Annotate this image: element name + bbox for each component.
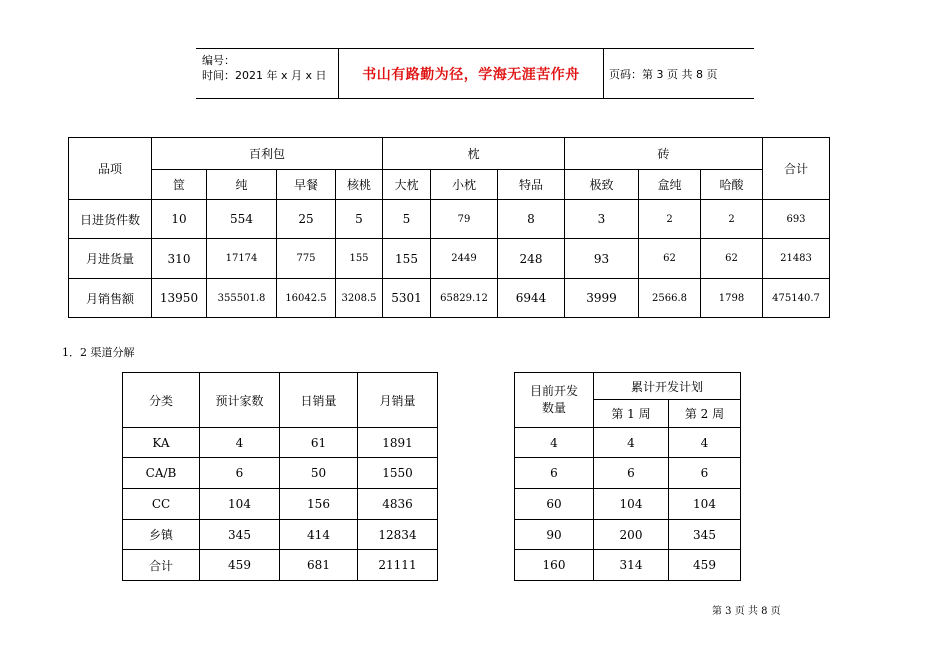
table-cell: 93 xyxy=(565,239,639,279)
table-cell: 200 xyxy=(594,520,669,550)
group-header: 枕 xyxy=(383,138,565,170)
table-cell: CC xyxy=(123,489,200,520)
table-cell: 155 xyxy=(383,239,431,279)
sub-header: 小枕 xyxy=(431,170,498,200)
header-motto: 书山有路勤为径，学海无涯苦作舟 xyxy=(338,49,604,98)
table-cell: 13950 xyxy=(152,279,207,318)
table-cell: 21111 xyxy=(358,550,438,581)
sub-header: 早餐 xyxy=(277,170,336,200)
sub-header: 筐 xyxy=(152,170,207,200)
sub-header: 核桃 xyxy=(336,170,383,200)
table-cell: 475140.7 xyxy=(763,279,830,318)
table-cell: 60 xyxy=(515,489,594,520)
table-cell: 12834 xyxy=(358,520,438,550)
page-footer: 第 3 页 共 8 页 xyxy=(712,606,781,617)
current-header: 目前开发数量 xyxy=(515,373,594,428)
table-cell: 155 xyxy=(336,239,383,279)
table-cell: 5 xyxy=(383,200,431,239)
table-cell: 314 xyxy=(594,550,669,581)
table-cell: 乡镇 xyxy=(123,520,200,550)
table-cell: 1891 xyxy=(358,428,438,458)
table-cell: 3 xyxy=(565,200,639,239)
table-cell: 10 xyxy=(152,200,207,239)
table-cell: 459 xyxy=(669,550,741,581)
total-header: 合计 xyxy=(763,138,830,200)
table-cell: 79 xyxy=(431,200,498,239)
table-cell: 90 xyxy=(515,520,594,550)
table-row xyxy=(515,550,741,581)
table-cell: 775 xyxy=(277,239,336,279)
table-cell: CA/B xyxy=(123,458,200,489)
table-row xyxy=(123,458,438,489)
table-cell: 65829.12 xyxy=(431,279,498,318)
column-header: 月销量 xyxy=(358,373,438,428)
table-cell: 3999 xyxy=(565,279,639,318)
table-cell: 248 xyxy=(498,239,565,279)
table-cell: 6944 xyxy=(498,279,565,318)
table-cell: 345 xyxy=(200,520,280,550)
table-cell: 681 xyxy=(280,550,358,581)
week-header: 第 1 周 xyxy=(594,400,669,428)
header-meta xyxy=(202,53,327,83)
row-label: 日进货件数 xyxy=(69,200,152,239)
table-cell: 25 xyxy=(277,200,336,239)
table-cell: 16042.5 xyxy=(277,279,336,318)
table-row xyxy=(515,520,741,550)
group-header: 砖 xyxy=(565,138,763,170)
table-cell: 6 xyxy=(200,458,280,489)
table-cell: 104 xyxy=(669,489,741,520)
table-cell: 4 xyxy=(594,428,669,458)
table-cell: 合计 xyxy=(123,550,200,581)
week-header: 第 2 周 xyxy=(669,400,741,428)
column-header: 分类 xyxy=(123,373,200,428)
page-number-label: 页码：第 3 页 共 8 页 xyxy=(609,68,718,81)
sub-header: 盒纯 xyxy=(639,170,701,200)
table-cell: 554 xyxy=(207,200,277,239)
page-header xyxy=(196,48,754,99)
table-cell: 2 xyxy=(701,200,763,239)
table-cell: 6 xyxy=(669,458,741,489)
table-cell: 62 xyxy=(701,239,763,279)
table-row xyxy=(69,279,830,318)
table-cell: 6 xyxy=(515,458,594,489)
section-title: 1．2 渠道分解 xyxy=(62,346,135,359)
table-cell: 459 xyxy=(200,550,280,581)
table-cell: 61 xyxy=(280,428,358,458)
table-cell: 6 xyxy=(594,458,669,489)
table-row xyxy=(123,428,438,458)
table-row xyxy=(515,458,741,489)
table-cell: 355501.8 xyxy=(207,279,277,318)
number-label: 编号： xyxy=(202,54,235,67)
table-cell: 4 xyxy=(200,428,280,458)
table-cell: 310 xyxy=(152,239,207,279)
group-header: 百利包 xyxy=(152,138,383,170)
row-label: 月销售额 xyxy=(69,279,152,318)
table-cell: 4836 xyxy=(358,489,438,520)
table-cell: 4 xyxy=(669,428,741,458)
table-row xyxy=(123,550,438,581)
item-header: 品项 xyxy=(69,138,152,200)
table-row xyxy=(515,428,741,458)
product-table xyxy=(68,137,830,318)
table-cell: 160 xyxy=(515,550,594,581)
table-cell: 50 xyxy=(280,458,358,489)
table-cell: 2 xyxy=(639,200,701,239)
sub-header: 哈酸 xyxy=(701,170,763,200)
table-cell: KA xyxy=(123,428,200,458)
table-cell: 17174 xyxy=(207,239,277,279)
channel-table xyxy=(122,372,438,581)
table-row xyxy=(69,200,830,239)
sub-header: 特品 xyxy=(498,170,565,200)
table-cell: 156 xyxy=(280,489,358,520)
time-label: 时间：2021 年 x 月 x 日 xyxy=(202,69,327,82)
table-cell: 5301 xyxy=(383,279,431,318)
column-header: 日销量 xyxy=(280,373,358,428)
sub-header: 大枕 xyxy=(383,170,431,200)
table-cell: 693 xyxy=(763,200,830,239)
sub-header: 纯 xyxy=(207,170,277,200)
sub-header: 极致 xyxy=(565,170,639,200)
table-row xyxy=(69,239,830,279)
table-cell: 104 xyxy=(200,489,280,520)
table-cell: 3208.5 xyxy=(336,279,383,318)
plan-header: 累计开发计划 xyxy=(594,373,741,400)
table-cell: 4 xyxy=(515,428,594,458)
table-cell: 414 xyxy=(280,520,358,550)
table-cell: 104 xyxy=(594,489,669,520)
table-cell: 21483 xyxy=(763,239,830,279)
table-row xyxy=(123,520,438,550)
table-cell: 2566.8 xyxy=(639,279,701,318)
table-cell: 8 xyxy=(498,200,565,239)
table-row xyxy=(123,489,438,520)
table-cell: 5 xyxy=(336,200,383,239)
table-cell: 345 xyxy=(669,520,741,550)
table-cell: 1798 xyxy=(701,279,763,318)
table-cell: 62 xyxy=(639,239,701,279)
table-cell: 1550 xyxy=(358,458,438,489)
development-table xyxy=(514,372,741,581)
column-header: 预计家数 xyxy=(200,373,280,428)
row-label: 月进货量 xyxy=(69,239,152,279)
table-cell: 2449 xyxy=(431,239,498,279)
table-row xyxy=(515,489,741,520)
